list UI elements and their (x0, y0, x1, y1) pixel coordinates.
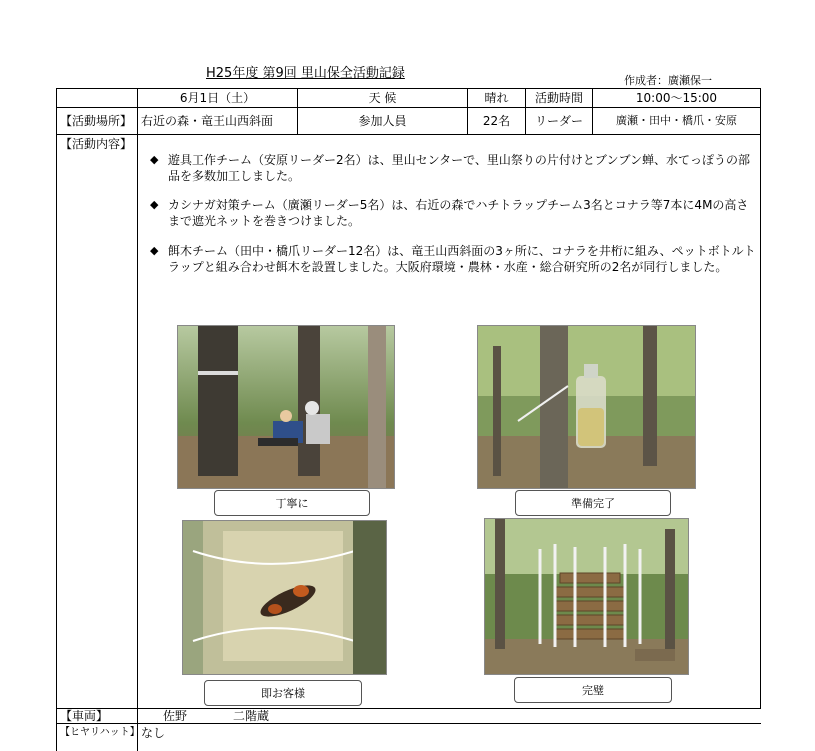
table-col-divider-1 (137, 88, 138, 751)
bullet-mark: ◆ (150, 198, 159, 211)
caption-3: 即お客様 (204, 680, 362, 706)
place-value: 右近の森・竜王山西斜面 (141, 114, 274, 128)
bullet-item-1 (150, 152, 760, 184)
vehicle-1: 佐野 (163, 709, 188, 723)
caption-1: 丁寧に (214, 490, 370, 516)
hiyari-label: 【ヒヤリハット】 (60, 727, 140, 738)
vehicle-2: 二階蔵 (233, 709, 270, 723)
weather-value: 晴れ (484, 91, 509, 105)
place-label: 【活動場所】 (60, 114, 133, 128)
page-title: H25年度 第9回 里山保全活動記録 (206, 66, 405, 81)
weather-label: 天 候 (368, 91, 397, 105)
caption-2: 準備完了 (515, 490, 671, 516)
table-row-divider-2 (56, 134, 761, 135)
bullet-mark: ◆ (150, 244, 159, 257)
bullet-text: 遊具工作チーム（安原リーダー2名）は、里山センターで、里山祭りの片付けとブンブン蝉、水てっぽうの部品を多数加工しました。 (168, 153, 750, 183)
photo-first-customer (182, 520, 387, 675)
vehicle-label: 【車両】 (60, 709, 109, 723)
bullet-text: カシナガ対策チーム（廣瀬リーダー5名）は、右近の森でハチトラップチーム3名とコナラ等7本に4Mの高さまで遮光ネットを巻きつけました。 (168, 198, 749, 228)
caption-4: 完璧 (514, 677, 672, 703)
leader-value: 廣瀬・田中・橋爪・安原 (616, 114, 737, 127)
time-value: 10:00〜15:00 (635, 91, 718, 105)
participants-label: 参加人員 (358, 114, 407, 128)
photo-perfect (484, 518, 689, 675)
content-label: 【活動内容】 (60, 137, 133, 151)
table-border-right (760, 88, 761, 708)
bullet-item-2 (150, 197, 760, 229)
leader-label: リーダー (534, 114, 583, 128)
bullet-text: 餌木チーム（田中・橋爪リーダー12名）は、竜王山西斜面の3ヶ所に、コナラを井桁に組み、ペットボトルトラップと組み合わせ餌木を設置しました。大阪府環境・農林・水産・総合研究所の2名が同行しました。 (168, 244, 756, 274)
table-border-left (56, 88, 57, 751)
time-label: 活動時間 (534, 91, 583, 105)
author: 作成者：廣瀬保一 (624, 74, 712, 87)
photo-careful-work (177, 325, 395, 489)
hiyari-value: なし (141, 726, 166, 740)
photo-preparation-done (477, 325, 696, 489)
bullet-item-3 (150, 243, 760, 275)
bullet-mark: ◆ (150, 153, 159, 166)
participants-value: 22名 (482, 114, 511, 128)
date-cell: 6月1日（土） (179, 91, 256, 105)
